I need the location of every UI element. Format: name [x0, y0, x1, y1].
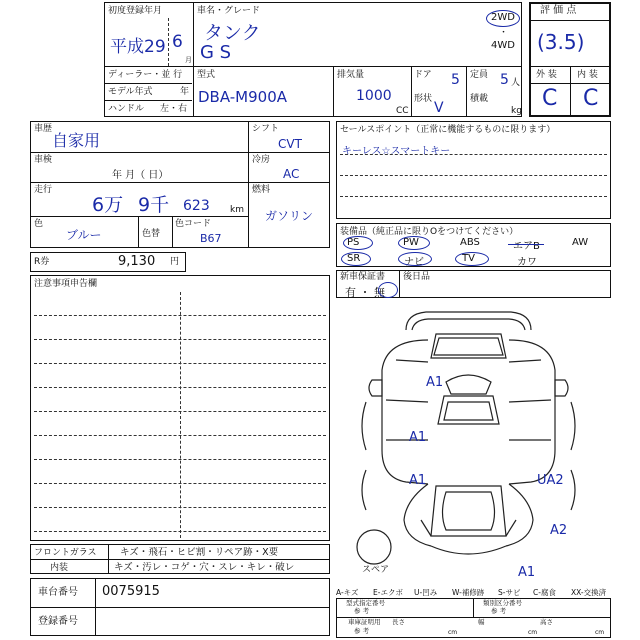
fuel-label: 燃料 [252, 185, 271, 195]
width-label: 幅 [478, 618, 485, 626]
exterior-grade: C [542, 86, 558, 111]
damage-mark: A1 [409, 430, 427, 445]
drive-dot: ・ [499, 28, 509, 38]
mileage-label: 走行 [34, 185, 53, 195]
car-name: タンク [204, 22, 261, 44]
grade: G S [200, 42, 232, 63]
mileage-man: 6万 [92, 194, 124, 216]
model-label: 型式 [197, 70, 216, 80]
cc-unit: CC [396, 106, 409, 116]
legend-item: E-エクボ [373, 588, 403, 597]
damage-mark: A1 [426, 375, 444, 390]
model-spec-label: 型式指定番号 [346, 599, 385, 607]
model-year-label: モデル年式 [108, 87, 153, 97]
handle-options: 左・右 [160, 104, 188, 114]
car-name-label: 車名・グレード [197, 6, 261, 16]
equipment-item: TV [462, 253, 475, 264]
capacity-label: 定員 [470, 70, 489, 80]
displacement-value: 1000 [356, 88, 392, 104]
handle-label: ハンドル [108, 104, 145, 114]
month-unit: 月 [185, 56, 192, 64]
recycle-label: R券 [34, 257, 50, 267]
km-unit: km [230, 205, 244, 215]
history-value: 自家用 [52, 131, 101, 150]
garage-cert-ref: 参 考 [354, 627, 370, 635]
sales-points-box [336, 121, 611, 219]
color-label: 色 [34, 219, 44, 229]
damage-mark: A1 [518, 565, 536, 580]
length-unit: cm [448, 629, 458, 636]
reg-month: 6 [172, 32, 183, 52]
garage-cert-label: 車庫証明用 [348, 618, 381, 626]
era: 平成29 [110, 37, 166, 57]
interior-notes-label: 内装 [50, 563, 69, 573]
category-ref: 参 考 [491, 607, 507, 615]
color-code-label: 色コード [175, 219, 212, 229]
color-value: ブルー [66, 228, 102, 242]
chassis-number: 0075915 [102, 584, 160, 599]
legend-item: A-キズ [336, 588, 359, 597]
damage-mark: A2 [550, 523, 568, 538]
mileage-rest: 623 [183, 198, 210, 214]
recycle-unit: 円 [170, 257, 180, 267]
fuel-value: ガソリン [265, 209, 314, 223]
height-unit: cm [595, 629, 605, 636]
length-label: 長さ [392, 618, 405, 626]
equipment-item: SR [347, 253, 361, 264]
recycle-box [30, 252, 186, 272]
damage-mark: UA2 [537, 473, 564, 488]
front-glass-label: フロントガラス [34, 548, 97, 558]
shape-value: V [434, 100, 444, 116]
door-label: ドア [414, 70, 432, 80]
interior-grade: C [583, 86, 599, 111]
color-code-value: B67 [200, 232, 222, 245]
year-unit: 年 [180, 87, 190, 97]
displacement-label: 排気量 [337, 70, 365, 80]
legend-item: C-腐食 [533, 588, 556, 597]
front-glass-text: キズ・飛石・ヒビ割・リペア跡・X要 [120, 547, 279, 558]
equipment-item: PS [347, 237, 360, 248]
equipment-item: ナビ [404, 257, 424, 268]
rating-label: 評 価 点 [540, 5, 577, 16]
interior-label: 内 装 [577, 70, 598, 80]
after-items-label: 後日品 [403, 272, 431, 282]
mileage-sen: 9千 [138, 194, 170, 216]
inspection-label: 車検 [34, 155, 53, 165]
warranty-label: 新車保証書 [340, 272, 386, 282]
category-label: 類別区分番号 [483, 599, 522, 607]
legend-item: U-凹み [414, 588, 438, 597]
equipment-item: AW [572, 237, 589, 248]
legend-item: S-サビ [498, 588, 521, 597]
reg-number-label: 登録番号 [38, 616, 78, 627]
model-spec-ref: 参 考 [354, 607, 370, 615]
model-value: DBA-M900A [198, 88, 288, 106]
shift-label: シフト [252, 124, 280, 134]
shift-value: CVT [278, 137, 302, 151]
load-label: 積載 [470, 94, 489, 104]
capacity-value: 5 [500, 72, 509, 88]
color-swap-label: 色替 [142, 229, 161, 239]
kg-unit: kg [511, 106, 522, 116]
interior-notes-text: キズ・汚レ・コゲ・穴・スレ・キレ・破レ [114, 562, 295, 573]
legend-item: XX-交換済 [571, 588, 607, 597]
rating-score: (3.5) [537, 30, 585, 54]
notes-label: 注意事項申告欄 [34, 279, 98, 289]
equipment-item: エアB [513, 241, 540, 252]
shape-label: 形状 [414, 94, 433, 104]
equipment-item: カワ [517, 257, 537, 268]
legend-item: W-補修跡 [452, 588, 485, 597]
spare-label: スペア [362, 565, 390, 575]
exterior-label: 外 装 [536, 70, 557, 80]
first-reg-label: 初度登録年月 [108, 6, 163, 16]
warranty-options: 有 ・ 無 [345, 286, 385, 299]
chassis-label: 車台番号 [38, 587, 78, 598]
history-label: 車歴 [34, 124, 53, 134]
capacity-unit: 人 [511, 78, 521, 88]
equipment-item: PW [403, 237, 419, 248]
dealer-label: ディーラー・並 行 [108, 70, 183, 80]
aircon-value: AC [283, 167, 300, 181]
car-diagram [336, 300, 611, 585]
damage-mark: A1 [409, 473, 427, 488]
doors-value: 5 [451, 72, 460, 88]
aircon-label: 冷房 [252, 155, 271, 165]
width-unit: cm [528, 629, 538, 636]
sales-point-1: キーレス☆スマートキー [342, 146, 451, 157]
drive-2wd: 2WD [491, 12, 515, 23]
equipment-label: 装備品（純正品に限りOをつけてください） [340, 227, 519, 237]
height-label: 高さ [540, 618, 553, 626]
recycle-value: 9,130 [118, 254, 156, 269]
sales-points-label: セールスポイント（正常に機能するものに限ります） [340, 125, 556, 135]
drive-4wd: 4WD [491, 40, 515, 51]
equipment-item: ABS [460, 237, 480, 248]
inspection-text: 年 月（ 日） [112, 170, 169, 181]
